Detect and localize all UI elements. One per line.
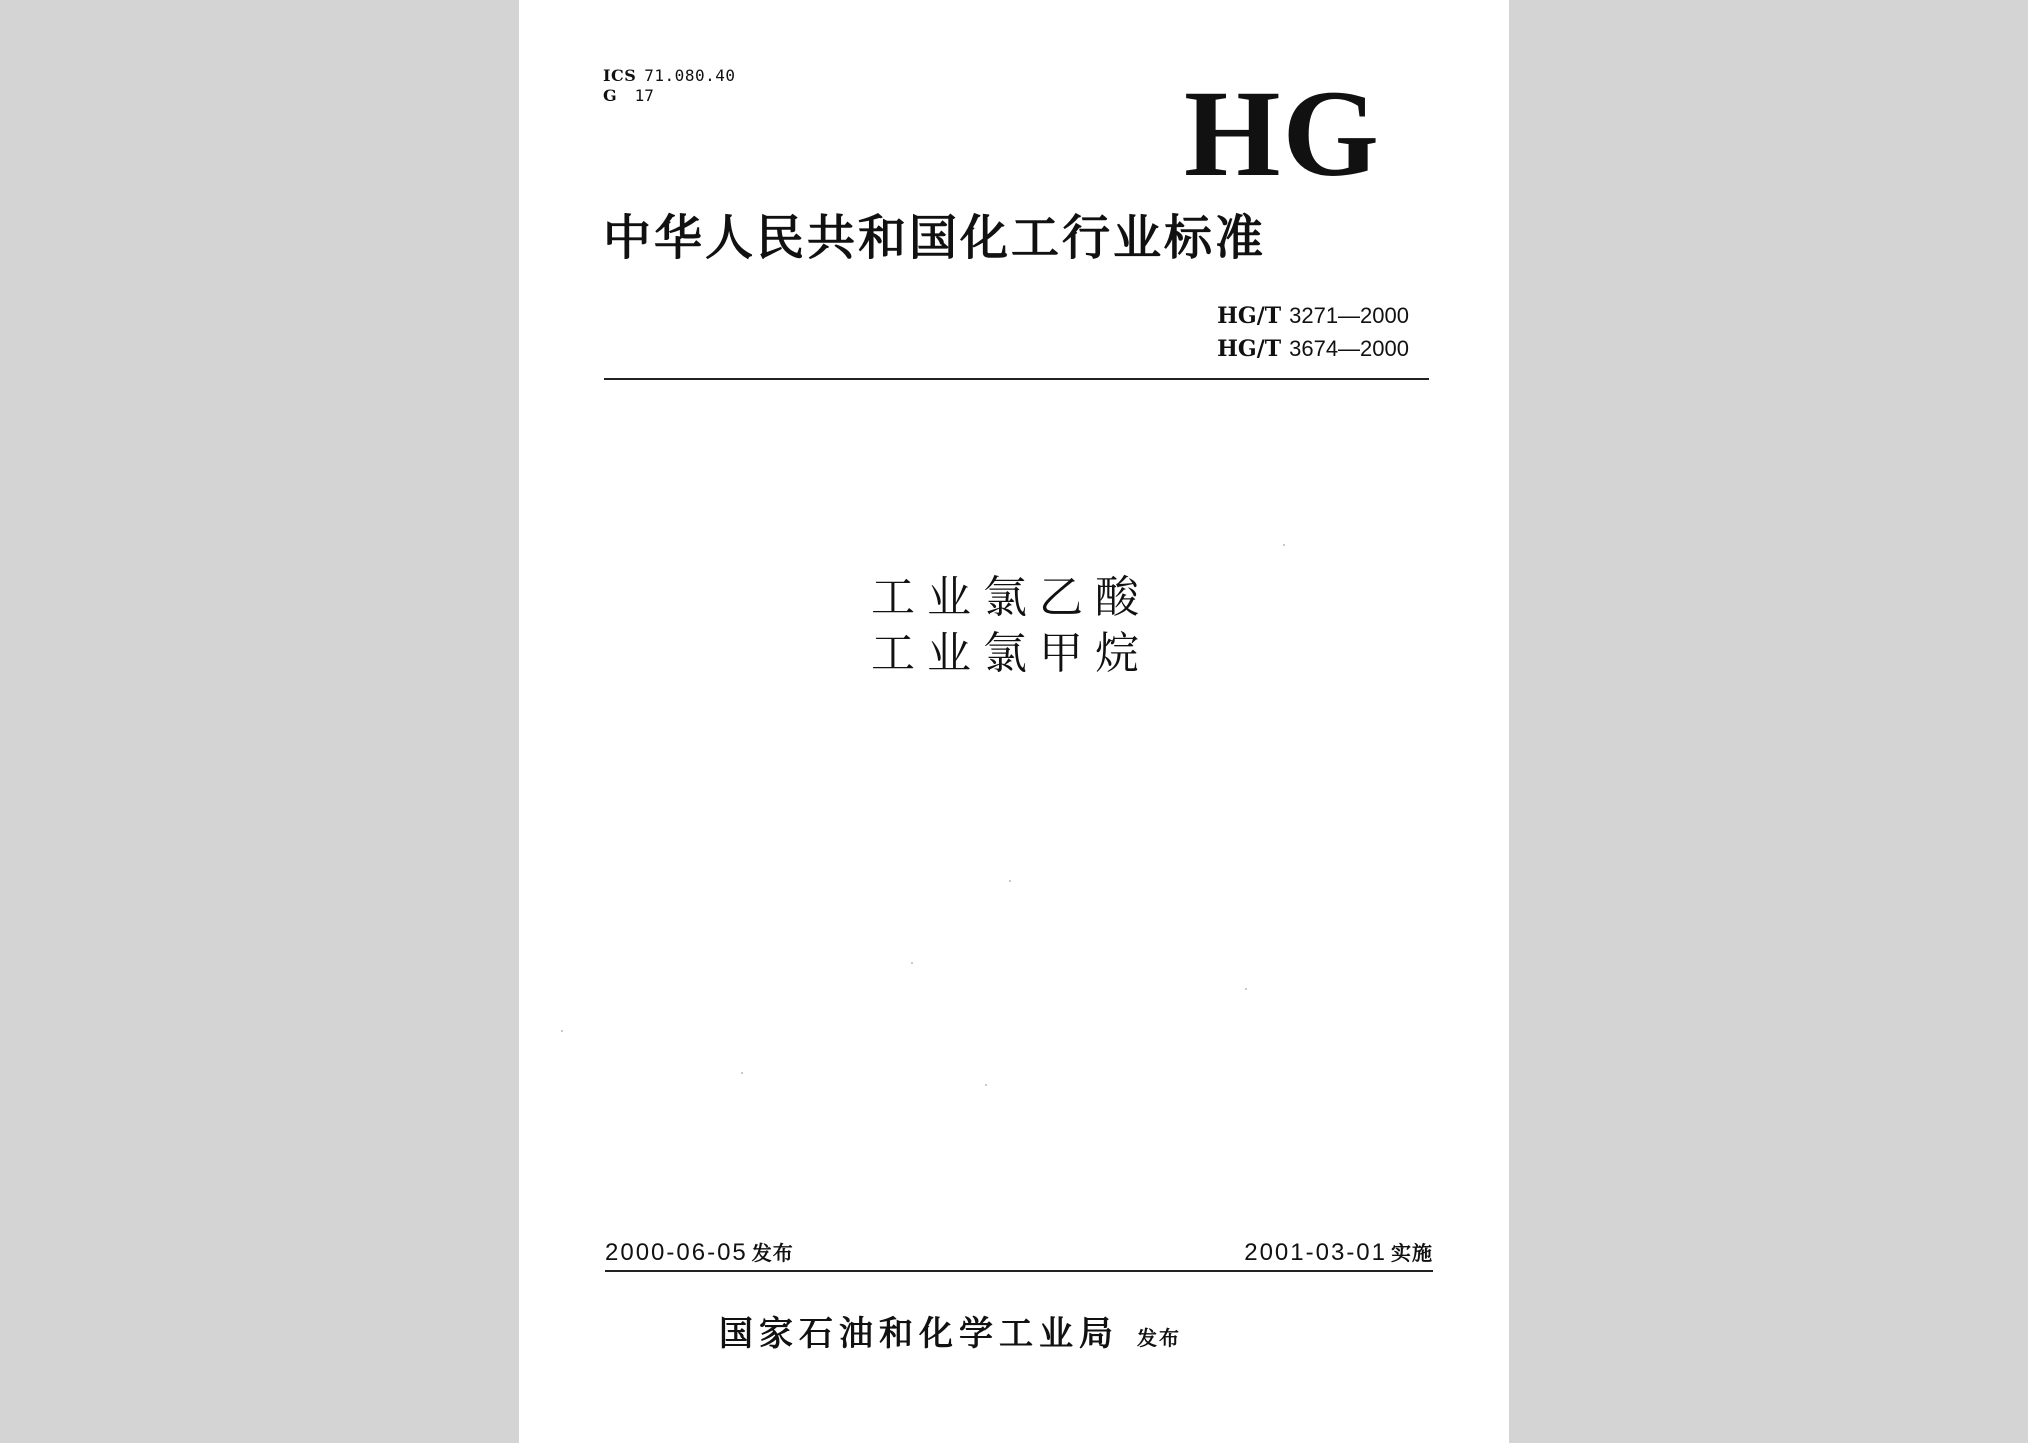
standard-number-1: [1217, 301, 1409, 331]
standard-code: 3271—2000: [1289, 303, 1409, 328]
scan-speck: [1283, 544, 1285, 546]
ics-value: 71.080.40: [644, 66, 736, 85]
classification-label: G: [603, 86, 617, 105]
scan-speck: [985, 1084, 987, 1086]
scan-speck: [1245, 988, 1247, 990]
document-title-1: 工业氯乙酸: [871, 572, 1151, 623]
standard-number-2: [1217, 334, 1409, 364]
document-title-2: 工业氯甲烷: [871, 628, 1151, 679]
standard-code: 3674—2000: [1289, 336, 1409, 361]
hg-logo: HG: [1184, 65, 1381, 202]
document-page: [519, 0, 1509, 1443]
publish-date-value: 2000-06-05: [605, 1239, 748, 1266]
publish-label: 发布: [751, 1241, 794, 1265]
scan-speck: [1009, 880, 1011, 882]
effective-date-value: 2001-03-01: [1244, 1239, 1387, 1266]
standard-prefix: HG/T: [1217, 336, 1282, 362]
scan-speck: [561, 1030, 563, 1032]
header-divider: [604, 378, 1429, 380]
ics-code: [603, 66, 735, 86]
footer-divider: [605, 1270, 1433, 1272]
issuer: [719, 1312, 1181, 1360]
classification-value: 17: [634, 86, 654, 105]
scan-speck: [741, 1072, 743, 1074]
issuer-label: 发布: [1137, 1326, 1181, 1350]
scan-speck: [911, 962, 913, 964]
organization-title: 中华人民共和国化工行业标准: [603, 210, 1267, 266]
publish-date: [605, 1238, 794, 1268]
issuer-name: 国家石油和化学工业局: [719, 1314, 1119, 1354]
ics-label: ICS: [603, 66, 637, 85]
standard-prefix: HG/T: [1217, 303, 1282, 329]
effective-date: [1244, 1238, 1433, 1268]
effective-label: 实施: [1391, 1241, 1433, 1265]
classification-code: [603, 86, 654, 106]
